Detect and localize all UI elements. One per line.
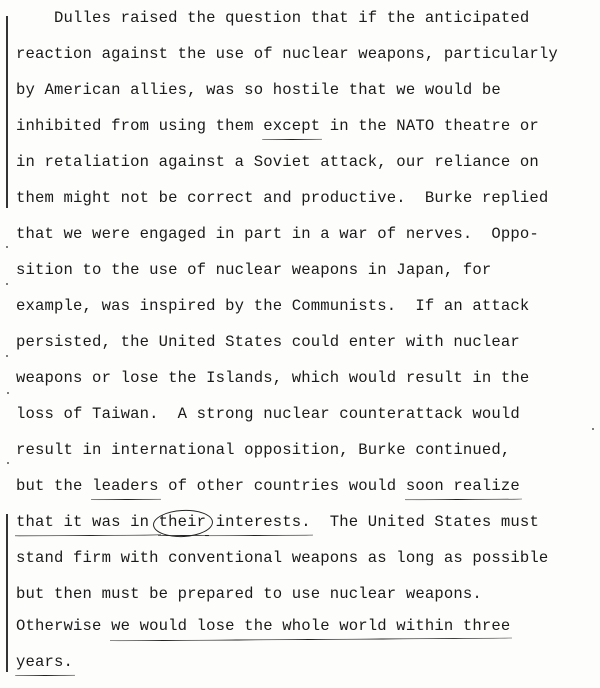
underlined-word-interests: interests. — [206, 513, 311, 531]
text-line-5: in retaliation against a Soviet attack, our reliance on — [16, 153, 539, 171]
margin-bar-top — [6, 16, 8, 208]
text-run: Otherwise — [16, 617, 112, 635]
margin-bar-bottom — [6, 514, 8, 672]
text-line-7: that we were engaged in part in a war of nerves. Oppo- — [16, 225, 539, 243]
speck — [6, 283, 8, 285]
text-line-19 — [16, 652, 73, 672]
text-line-10: persisted, the United States could enter with nuclear — [16, 333, 520, 351]
underlined-phrase-that-it-was-in: that it was in — [16, 513, 159, 531]
text-run: inhibited from using them — [16, 117, 264, 135]
text-line-15 — [16, 512, 539, 532]
text-run: of other countries would — [158, 477, 406, 495]
underlined-word-leaders: leaders — [92, 477, 159, 495]
speck — [7, 462, 9, 464]
text-line-9: example, was inspired by the Communists. If an attack — [16, 297, 530, 315]
speck — [6, 355, 8, 357]
underlined-phrase-lose-whole-world: we would lose the whole world within three — [111, 617, 511, 635]
text-line-1: Dulles raised the question that if the anticipated — [16, 9, 530, 27]
text-line-14 — [16, 476, 520, 496]
text-line-12: loss of Taiwan. A strong nuclear counterattack would — [16, 405, 520, 423]
text-run: in the NATO theatre or — [320, 117, 539, 135]
text-line-6: them might not be correct and productive. Burke replied — [16, 189, 549, 207]
underlined-word-years: years. — [16, 653, 74, 671]
text-run: but the — [16, 477, 93, 495]
text-line-2: reaction against the use of nuclear weapons, particularly — [16, 45, 558, 63]
circled-word-their: their — [158, 513, 207, 531]
text-line-18 — [16, 616, 510, 636]
text-line-11: weapons or lose the Islands, which would result in the — [16, 369, 530, 387]
text-line-3: by American allies, was so hostile that we would be — [16, 81, 501, 99]
speck — [592, 428, 594, 430]
text-line-4 — [16, 116, 539, 136]
text-run: The United States must — [310, 513, 539, 531]
text-line-13: result in international opposition, Burke continued, — [16, 441, 511, 459]
underlined-word-except: except — [263, 117, 321, 135]
text-line-8: sition to the use of nuclear weapons in Japan, for — [16, 261, 492, 279]
underlined-phrase-soon-realize: soon realize — [405, 477, 520, 495]
text-line-16: stand firm with conventional weapons as long as possible — [16, 549, 549, 567]
speck — [6, 246, 8, 248]
text-line-17: but then must be prepared to use nuclear weapons. — [16, 585, 482, 603]
speck — [7, 392, 9, 394]
